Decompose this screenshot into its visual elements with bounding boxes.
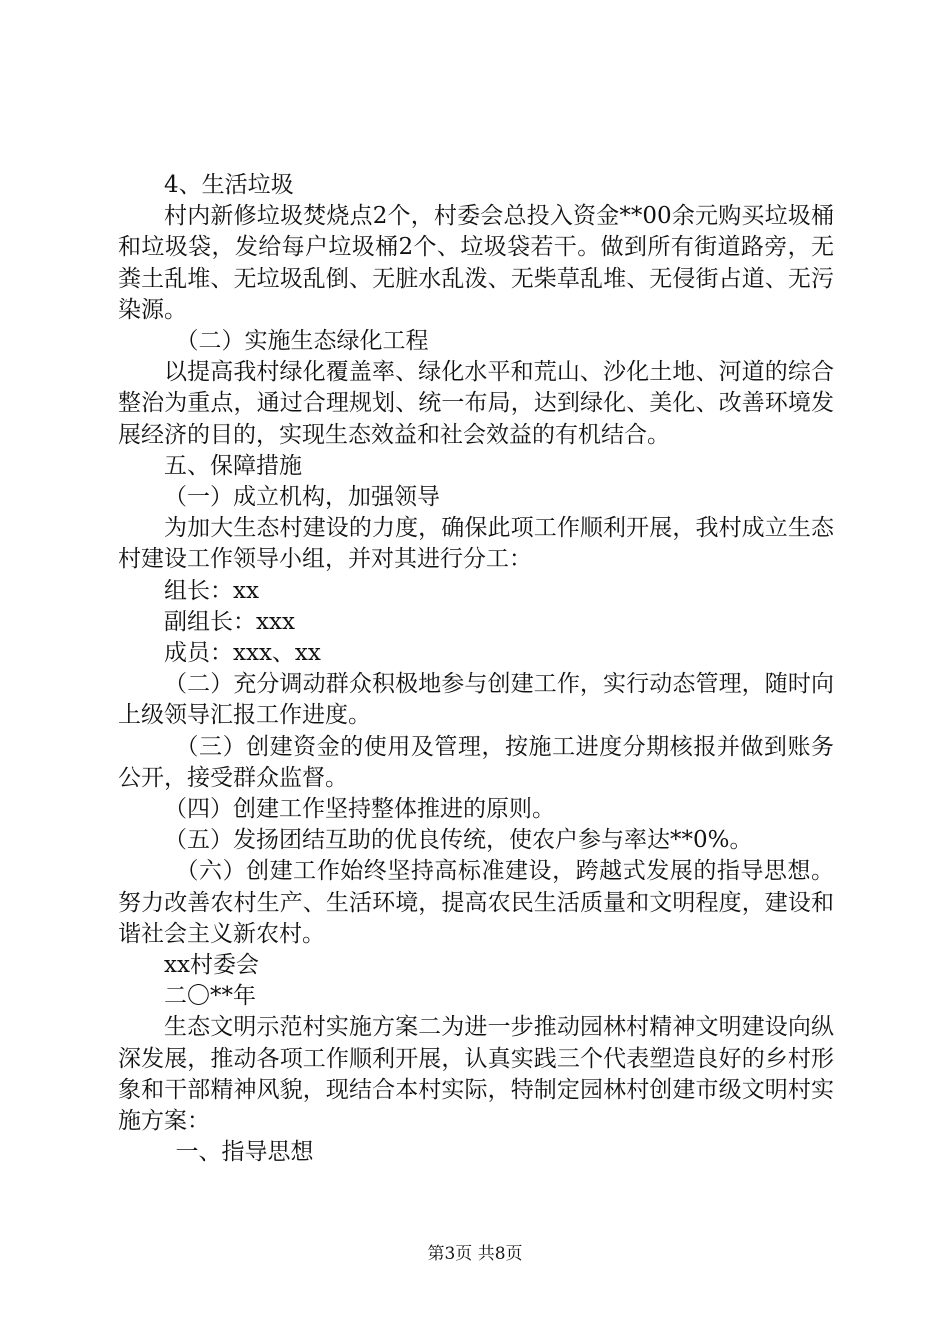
paragraph-funding-management: （三）创建资金的使用及管理，按施工进度分期核报并做到账务公开，接受群众监督。 [118,733,834,791]
page-footer: 第3页 共8页 [427,1244,523,1264]
paragraph-deputy-leader: 副组长：xxx [164,608,295,635]
paragraph-plan-two-intro: 生态文明示范村实施方案二为进一步推动园林村精神文明建设向纵深发展，推动各项工作顺利开展，认真实践三个代表塑造良好的乡村形象和干部精神风貌，现结合本村实际，特制定园林村创建市级文明村实施方案： [118,1014,834,1135]
paragraph-members: 成员：xxx、xx [164,640,321,667]
paragraph-heading-greening: （二）实施生态绿化工程 [175,328,429,355]
paragraph-garbage-details: 村内新修垃圾焚烧点2个，村委会总投入资金**00余元购买垃圾桶和垃圾袋，发给每户垃圾桶2个、垃圾袋若干。做到所有街道路旁，无粪土乱堆、无垃圾乱倒、无脏水乱泼、无柴草乱堆、无侵街占道、无污染源。 [118,203,834,323]
paragraph-organization-details: 为加大生态村建设的力度，确保此项工作顺利开展，我村成立生态村建设工作领导小组，并对其进行分工： [118,515,834,573]
document-body [118,170,834,1169]
paragraph-year: 二〇**年 [164,983,256,1010]
paragraph-mobilize-masses: （二）充分调动群众积极地参与创建工作，实行动态管理，随时向上级领导汇报工作进度。 [118,671,834,729]
paragraph-unity-tradition: （五）发扬团结互助的优良传统，使农户参与率达**0%。 [164,827,753,854]
paragraph-village-committee: xx村委会 [164,952,259,979]
paragraph-leader: 组长：xx [164,577,259,604]
paragraph-overall-promotion: （四）创建工作坚持整体推进的原则。 [164,796,555,823]
paragraph-heading-garbage: 4、生活垃圾 [164,172,294,198]
paragraph-greening-details: 以提高我村绿化覆盖率、绿化水平和荒山、沙化土地、河道的综合整治为重点，通过合理规划、统一布局，达到绿化、美化、改善环境发展经济的目的，实现生态效益和社会效益的有机结合。 [118,359,834,448]
paragraph-heading-measures: 五、保障措施 [164,452,302,479]
paragraph-high-standard: （六）创建工作始终坚持高标准建设，跨越式发展的指导思想。努力改善农村生产、生活环境，提高农民生活质量和文明程度，建设和谐社会主义新农村。 [118,858,834,947]
paragraph-heading-organization: （一）成立机构，加强领导 [164,484,440,511]
paragraph-heading-guiding-thought: 一、指导思想 [175,1139,314,1166]
